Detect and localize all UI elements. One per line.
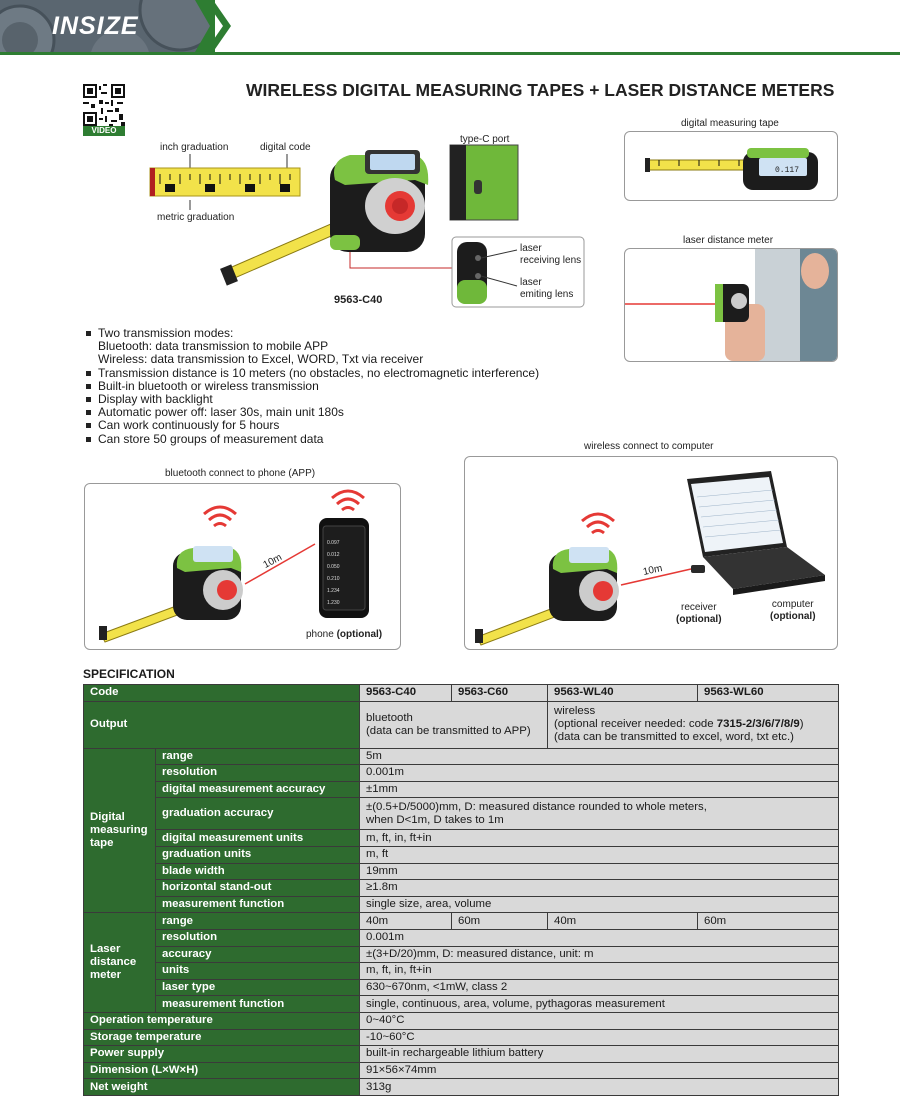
spec-label: digital measurement accuracy <box>156 781 360 798</box>
spec-value: m, ft <box>360 846 839 863</box>
output-wireless-line <box>554 718 834 731</box>
header-banner <box>0 0 900 56</box>
tape-display-reading: 0.117 <box>775 166 800 175</box>
receiver-text: receiver <box>680 602 717 613</box>
feature-sub-item: Wireless: data transmission to Excel, WORD, Txt via receiver <box>98 352 424 367</box>
table-row <box>84 1012 839 1029</box>
spec-value: m, ft, in, ft+in <box>360 963 839 980</box>
table-row <box>84 846 839 863</box>
output-label: Output <box>84 701 360 748</box>
table-row <box>84 701 839 748</box>
spec-value: -10~60°C <box>360 1029 839 1046</box>
output-bluetooth-line: bluetooth <box>366 711 413 724</box>
code-label: Code <box>84 685 360 702</box>
spec-value: single, continuous, area, volume, pythagoras measurement <box>360 996 839 1013</box>
spec-value: single size, area, volume <box>360 896 839 913</box>
table-row <box>84 781 839 798</box>
feature-item: Can work continuously for 5 hours <box>86 419 539 432</box>
banner-chevron-icon <box>205 0 245 52</box>
tape-group-line: Digital <box>90 810 125 823</box>
bluetooth-panel <box>84 483 401 650</box>
range-cell: 60m <box>698 913 839 930</box>
receiver-code: 7315-2/3/6/7/8/9 <box>716 718 800 731</box>
qr-code-icon[interactable] <box>83 84 125 126</box>
spec-value: 0~40°C <box>360 1012 839 1029</box>
feature-list <box>86 327 539 446</box>
table-row <box>84 1079 839 1096</box>
table-row <box>84 830 839 847</box>
spec-value: ±(3+D/20)mm, D: measured distance, unit: m <box>360 946 839 963</box>
bluetooth-distance-label: 10m <box>261 552 284 571</box>
feature-item: Two transmission modes: <box>86 327 539 340</box>
output-wireless-line: wireless <box>554 705 596 718</box>
laser-group-label <box>84 913 156 1013</box>
label-emitting-lens-line1: laser <box>520 277 542 288</box>
phone-reading: 0.097 <box>327 540 340 546</box>
code-cell: 9563-WL40 <box>548 685 698 702</box>
table-row <box>84 685 839 702</box>
spec-label: digital measurement units <box>156 830 360 847</box>
table-row <box>84 929 839 946</box>
label-emitting-lens <box>520 277 573 301</box>
phone-reading: 1.230 <box>327 600 340 606</box>
table-row <box>84 880 839 897</box>
bluetooth-illustration <box>85 484 400 649</box>
spec-label: measurement function <box>156 896 360 913</box>
digital-tape-image <box>625 132 837 200</box>
header-rule <box>0 52 900 55</box>
table-row <box>84 765 839 782</box>
phone-text: phone <box>306 629 334 640</box>
insize-logo: INSIZE <box>52 12 139 40</box>
spec-label: resolution <box>156 929 360 946</box>
output-bluetooth-cell <box>360 701 548 748</box>
spec-label: laser type <box>156 979 360 996</box>
logo-background <box>0 0 215 52</box>
spec-value: 91×56×74mm <box>360 1062 839 1079</box>
range-cell: 40m <box>360 913 452 930</box>
label-digital-measuring-tape: digital measuring tape <box>681 118 779 129</box>
phone-reading: 0.012 <box>327 552 340 558</box>
spec-value-line: ±(0.5+D/5000)mm, D: measured distance rounded to whole meters, <box>366 800 707 813</box>
phone-reading: 0.050 <box>327 564 340 570</box>
model-code-label: 9563-C40 <box>334 294 383 306</box>
spec-label: units <box>156 963 360 980</box>
spec-label: Power supply <box>84 1046 360 1063</box>
digital-tape-photo <box>624 131 838 201</box>
output-wireless-cell <box>548 701 839 748</box>
range-cell: 60m <box>452 913 548 930</box>
spec-value: ±1mm <box>360 781 839 798</box>
table-row <box>84 1046 839 1063</box>
receiver-optional-text: (optional) <box>676 614 722 625</box>
wireless-distance-label: 10m <box>642 563 664 578</box>
laser-group-line: Laser <box>90 943 121 956</box>
spec-label: blade width <box>156 863 360 880</box>
output-wireless-line: (data can be transmitted to excel, word, txt etc.) <box>554 731 794 744</box>
laser-group-line: distance <box>90 956 137 969</box>
table-row <box>84 863 839 880</box>
wireless-panel-caption: wireless connect to computer <box>584 441 714 452</box>
spec-value <box>360 798 839 830</box>
table-row <box>84 996 839 1013</box>
tape-group-line: measuring <box>90 823 148 836</box>
spec-label: accuracy <box>156 946 360 963</box>
spec-value: 19mm <box>360 863 839 880</box>
phone-optional-text: (optional) <box>336 629 383 640</box>
page-title: WIRELESS DIGITAL MEASURING TAPES + LASER DISTANCE METERS <box>246 80 835 100</box>
table-row <box>84 963 839 980</box>
spec-value: 5m <box>360 748 839 765</box>
video-label: VIDEO <box>83 126 125 136</box>
table-row <box>84 913 839 930</box>
spec-label: horizontal stand-out <box>156 880 360 897</box>
code-cell: 9563-WL60 <box>698 685 839 702</box>
specification-heading: SPECIFICATION <box>83 667 175 681</box>
label-receiving-lens-line2: receiving lens <box>520 255 582 266</box>
spec-label: Net weight <box>84 1079 360 1096</box>
feature-item: Can store 50 groups of measurement data <box>86 433 539 446</box>
label-type-c-port: type-C port <box>460 134 510 145</box>
feature-sub-item: Bluetooth: data transmission to mobile APP <box>98 339 329 354</box>
feature-item: Display with backlight <box>86 393 539 406</box>
computer-optional-text: (optional) <box>770 611 816 622</box>
laser-meter-image <box>625 249 837 361</box>
bluetooth-panel-caption: bluetooth connect to phone (APP) <box>165 468 316 479</box>
range-cell: 40m <box>548 913 698 930</box>
label-digital-code: digital code <box>260 142 311 153</box>
spec-value: built-in rechargeable lithium battery <box>360 1046 839 1063</box>
output-bluetooth-line: (data can be transmitted to APP) <box>366 724 531 737</box>
label-receiving-lens <box>520 243 581 267</box>
table-row <box>84 1062 839 1079</box>
spec-label: Dimension (L×W×H) <box>84 1062 360 1079</box>
spec-label: range <box>156 913 360 930</box>
spec-value: 0.001m <box>360 765 839 782</box>
label-metric-graduation: metric graduation <box>157 212 235 223</box>
spec-value: ≥1.8m <box>360 880 839 897</box>
receiver-prefix: (optional receiver needed: code <box>554 718 717 731</box>
receiver-label <box>676 602 722 626</box>
phone-reading: 0.210 <box>327 576 340 582</box>
laser-group-line: meter <box>90 969 122 982</box>
tape-group-label <box>84 748 156 913</box>
computer-label <box>770 599 816 623</box>
spec-value: m, ft, in, ft+in <box>360 830 839 847</box>
table-row <box>84 896 839 913</box>
spec-label: measurement function <box>156 996 360 1013</box>
phone-label <box>306 629 382 640</box>
table-row <box>84 946 839 963</box>
label-emitting-lens-line2: emiting lens <box>520 289 574 300</box>
spec-label: graduation accuracy <box>156 798 360 830</box>
label-receiving-lens-line1: laser <box>520 243 542 254</box>
feature-item: Transmission distance is 10 meters (no obstacles, no electromagnetic interference) <box>86 367 539 380</box>
table-row <box>84 979 839 996</box>
feature-item: Built-in bluetooth or wireless transmission <box>86 380 539 393</box>
label-laser-distance-meter: laser distance meter <box>683 235 774 246</box>
receiver-suffix: ) <box>799 718 804 731</box>
table-row <box>84 748 839 765</box>
table-row <box>84 798 839 830</box>
tape-group-line: tape <box>90 836 114 849</box>
spec-value: 0.001m <box>360 929 839 946</box>
code-cell: 9563-C40 <box>360 685 452 702</box>
laser-meter-photo <box>624 248 838 362</box>
spec-value: 313g <box>360 1079 839 1096</box>
specification-table <box>83 684 839 1096</box>
phone-reading: 1.234 <box>327 588 340 594</box>
spec-label: Operation temperature <box>84 1012 360 1029</box>
computer-text: computer <box>771 599 814 610</box>
table-row <box>84 1029 839 1046</box>
label-inch-graduation: inch graduation <box>160 142 229 153</box>
spec-label: range <box>156 748 360 765</box>
spec-label: graduation units <box>156 846 360 863</box>
spec-value-line: when D<1m, D takes to 1m <box>366 813 504 826</box>
spec-value: 630~670nm, <1mW, class 2 <box>360 979 839 996</box>
spec-label: Storage temperature <box>84 1029 360 1046</box>
feature-item: Automatic power off: laser 30s, main unit 180s <box>86 406 539 419</box>
spec-label: resolution <box>156 765 360 782</box>
code-cell: 9563-C60 <box>452 685 548 702</box>
